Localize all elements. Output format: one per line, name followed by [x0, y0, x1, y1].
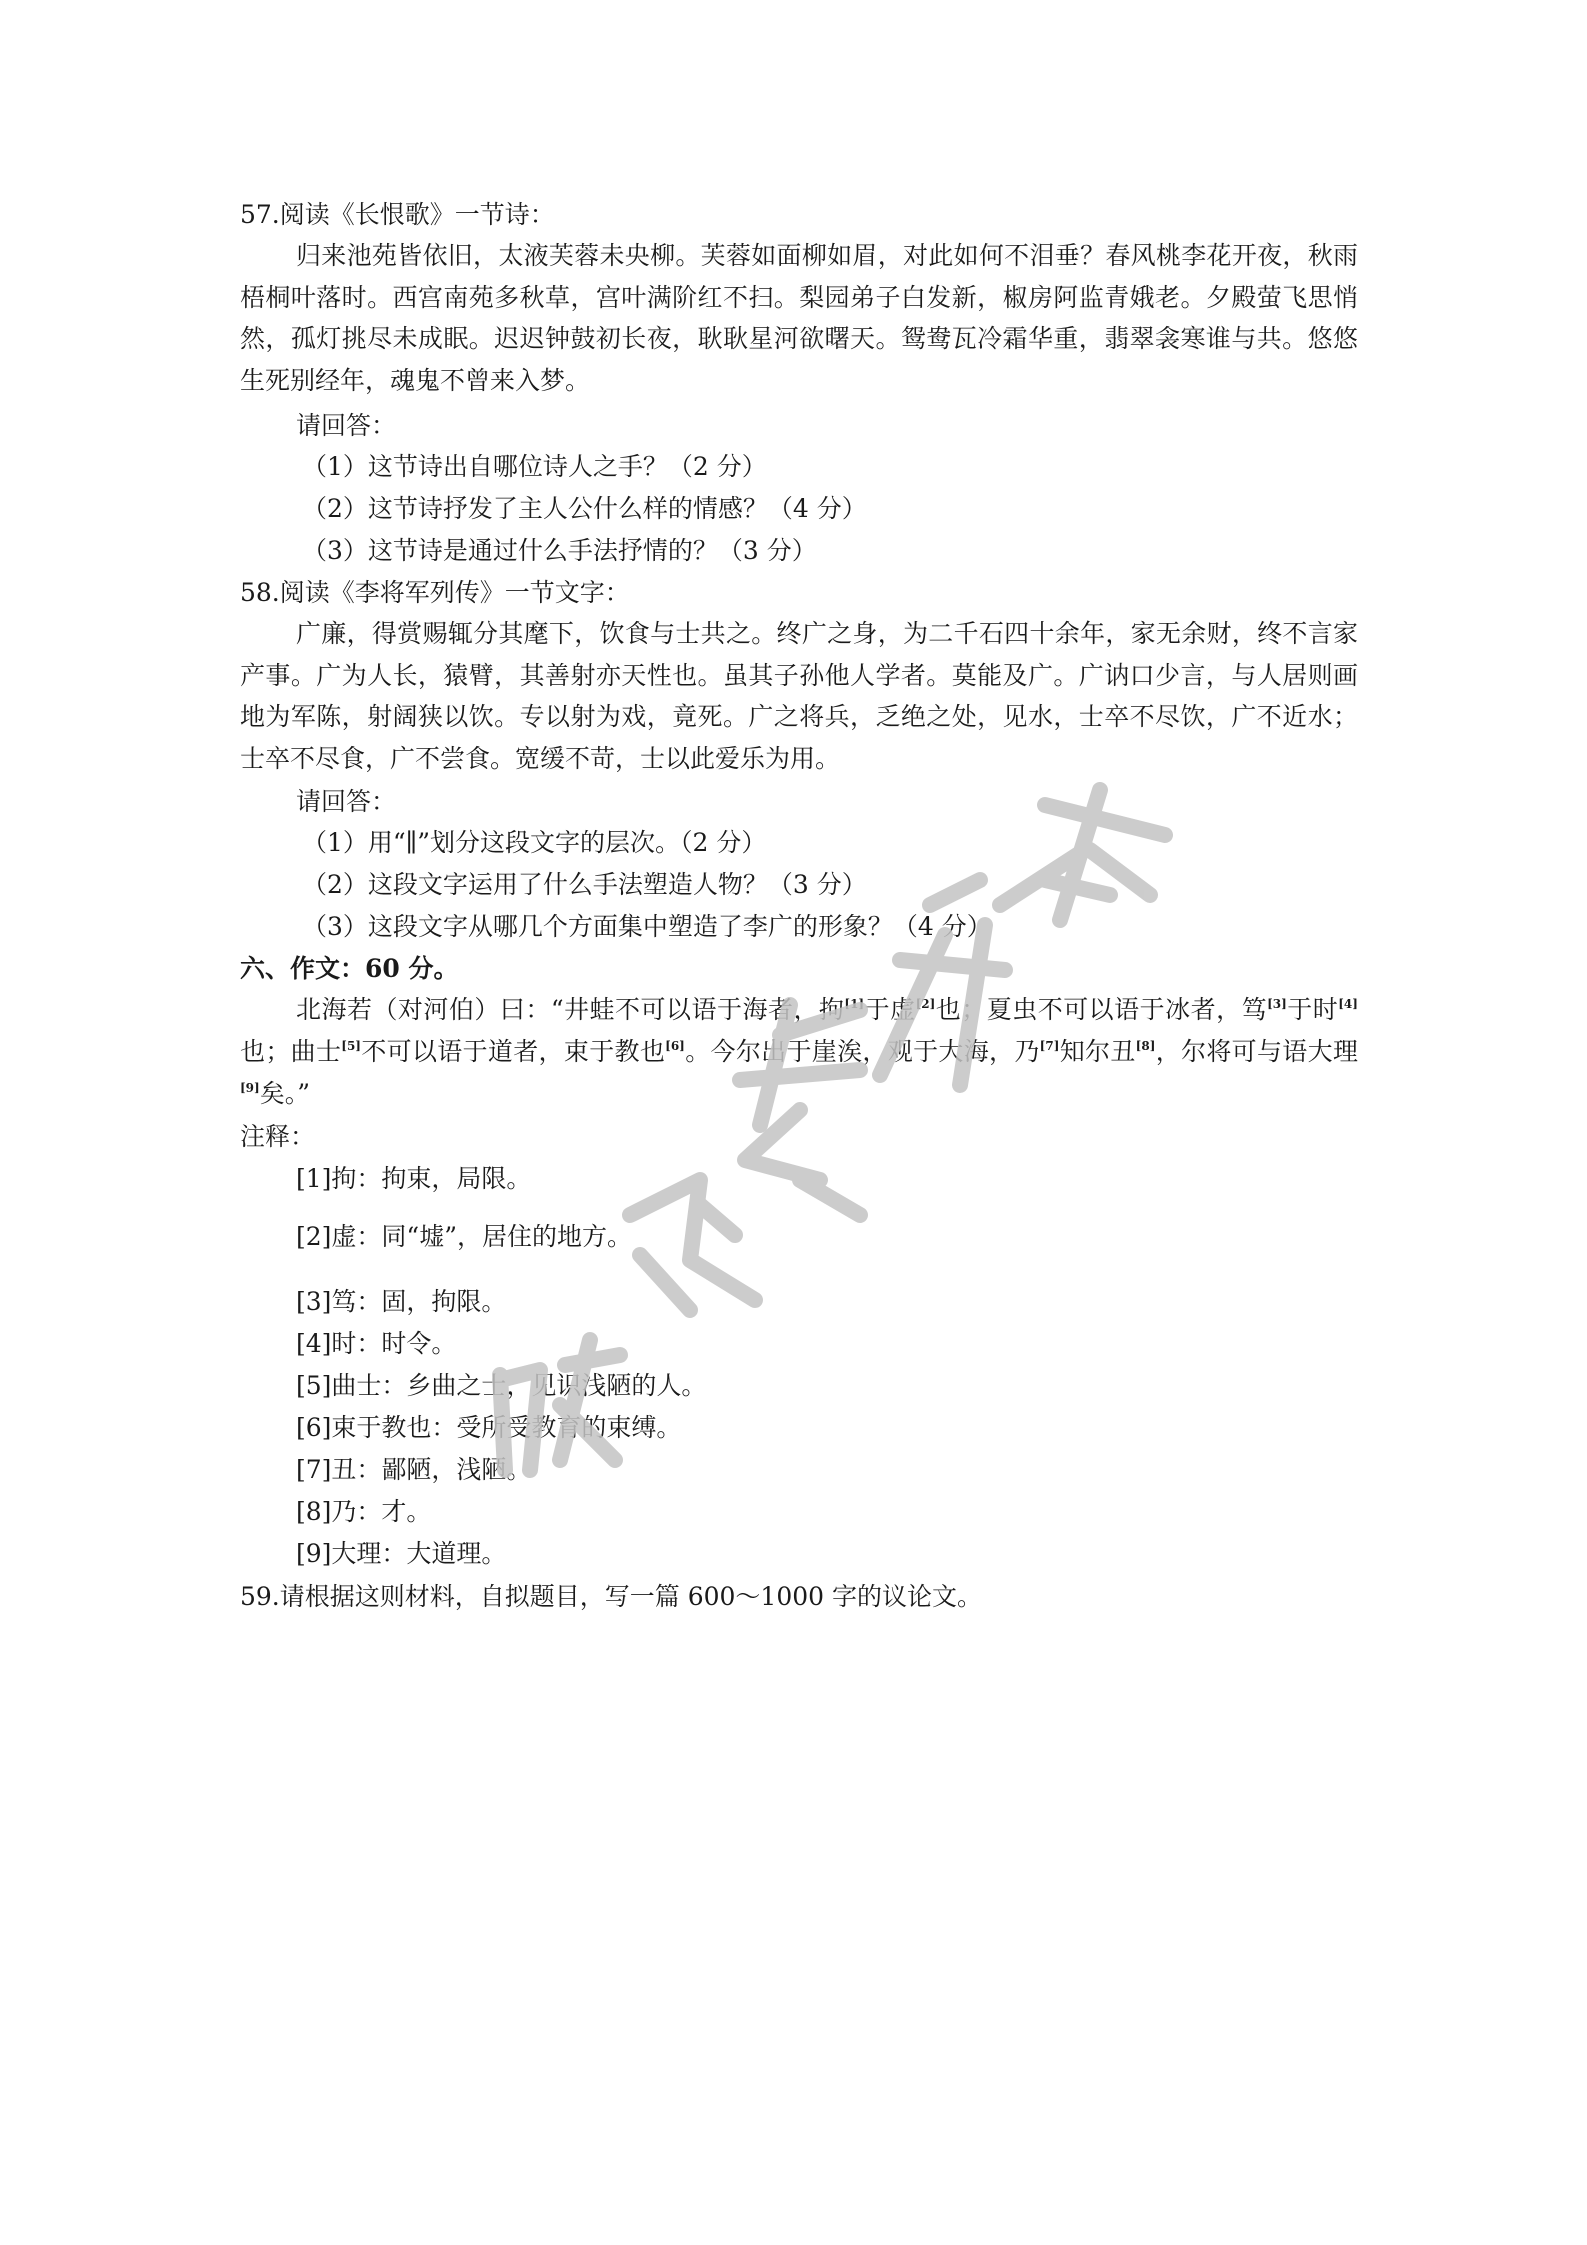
essay-material: 北海若（对河伯）曰：“井蛙不可以语于海者，拘[1]于虚[2]也；夏虫不可以语于冰者，笃[3]于时[4]也；曲士[5]不可以语于道者，束于教也[6]。今尔出于崖涘，观于大海，乃[7]知尔丑[8]，尔将可与语大理[9]矣。”	[240, 995, 1358, 1108]
q57-item-3: （3）这节诗是通过什么手法抒情的？（3 分）	[302, 536, 817, 565]
note-3: [3]笃：固，拘限。	[296, 1287, 507, 1316]
q58-item-3: （3）这段文字从哪几个方面集中塑造了李广的形象？（4 分）	[302, 912, 992, 941]
note-marker: [6]	[665, 1039, 685, 1053]
note-4: [4]时：时令。	[296, 1329, 457, 1358]
q58-passage: 广廉，得赏赐辄分其麾下，饮食与士共之。终广之身，为二千石四十余年，家无余财，终不言家产事。广为人长，猿臂，其善射亦天性也。虽其子孙他人学者。莫能及广。广讷口少言，与人居则画地为军陈，射阔狭以饮。专以射为戏，竟死。广之将兵，乏绝之处，见水，士卒不尽饮，广不近水；士卒不尽食，广不尝食。宽缓不苛，士以此爱乐为用。	[240, 619, 1358, 773]
q58-item-1: （1）用“∥”划分这段文字的层次。（2 分）	[302, 828, 767, 857]
section6-heading: 六、作文：60 分。	[240, 954, 459, 983]
note-5: [5]曲士：乡曲之士，见识浅陋的人。	[296, 1371, 707, 1400]
note-7: [7]丑：鄙陋，浅陋。	[296, 1455, 532, 1484]
note-6: [6]束于教也：受所受教育的束缚。	[296, 1413, 682, 1442]
note-marker: [7]	[1039, 1039, 1060, 1053]
note-marker: [9]	[240, 1081, 260, 1095]
q57-prompt: 请回答：	[296, 411, 397, 440]
note-2: [2]虚：同“墟”，居住的地方。	[296, 1222, 632, 1251]
q57-item-2: （2）这节诗抒发了主人公什么样的情感？（4 分）	[302, 494, 867, 523]
q59-text: 59.请根据这则材料，自拟题目，写一篇 600～1000 字的议论文。	[240, 1582, 982, 1611]
note-marker: [8]	[1135, 1039, 1156, 1053]
notes-title: 注释：	[240, 1122, 316, 1151]
q58-title: 58.阅读《李将军列传》一节文字：	[240, 578, 630, 607]
note-8: [8]乃：才。	[296, 1497, 432, 1526]
note-marker: [1]	[844, 997, 865, 1011]
note-9: [9]大理：大道理。	[296, 1539, 507, 1568]
q58-item-2: （2）这段文字运用了什么手法塑造人物？（3 分）	[302, 870, 867, 899]
q57-poem: 归来池苑皆依旧，太液芙蓉未央柳。芙蓉如面柳如眉，对此如何不泪垂？春风桃李花开夜，秋雨梧桐叶落时。西宫南苑多秋草，宫叶满阶红不扫。梨园弟子白发新，椒房阿监青娥老。夕殿萤飞思悄然，孤灯挑尽未成眠。迟迟钟鼓初长夜，耿耿星河欲曙天。鸳鸯瓦冷霜华重，翡翠衾寒谁与共。悠悠生死别经年，魂鬼不曾来入梦。	[240, 241, 1358, 395]
q57-item-1: （1）这节诗出自哪位诗人之手？（2 分）	[302, 452, 767, 481]
note-marker: [5]	[341, 1039, 361, 1053]
note-marker: [3]	[1267, 997, 1287, 1011]
note-marker: [4]	[1338, 997, 1358, 1011]
note-1: [1]拘：拘束，局限。	[296, 1164, 532, 1193]
note-marker: [2]	[915, 997, 936, 1011]
q58-prompt: 请回答：	[296, 787, 397, 816]
q57-title: 57.阅读《长恨歌》一节诗：	[240, 200, 555, 229]
